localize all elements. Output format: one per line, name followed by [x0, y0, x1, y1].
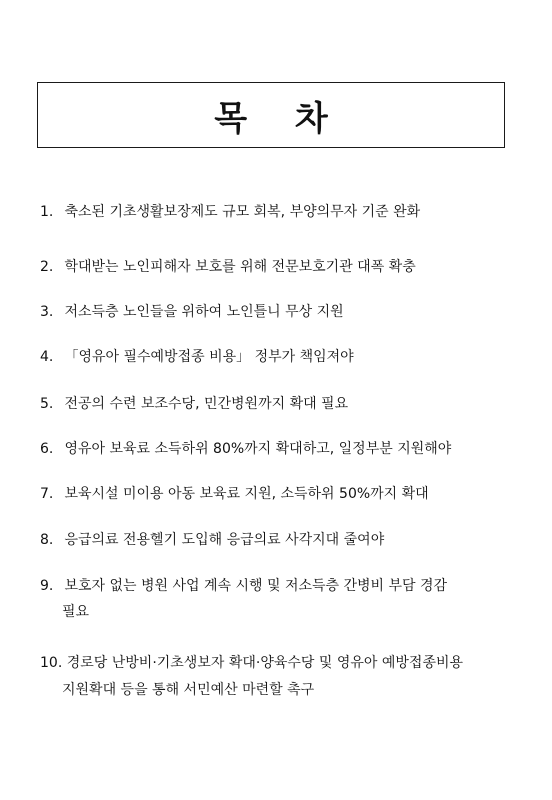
toc-item-text: 경로당 난방비·기초생보자 확대·양육수당 및 영유아 예방접종비용: [66, 655, 464, 671]
toc-item-number: 5.: [40, 396, 54, 412]
toc-item-number: 9.: [40, 578, 54, 594]
toc-item-number: 8.: [40, 532, 54, 548]
toc-item-10-continuation: 지원확대 등을 통해 서민예산 마련할 촉구: [62, 682, 315, 698]
toc-item-text: 보호자 없는 병원 사업 계속 시행 및 저소득층 간병비 부담 경감: [64, 578, 448, 594]
toc-item-text: 저소득층 노인들을 위하여 노인틀니 무상 지원: [64, 304, 344, 320]
toc-item-9: [40, 572, 520, 600]
toc-item-number: 10.: [40, 655, 63, 671]
toc-item-1: [40, 198, 520, 226]
toc-item-2: [40, 253, 520, 281]
toc-item-number: 3.: [40, 304, 54, 320]
toc-item-number: 1.: [40, 204, 54, 220]
toc-item-8: [40, 526, 520, 554]
toc-item-number: 2.: [40, 259, 54, 275]
toc-item-text: 보육시설 미이용 아동 보육료 지원, 소득하위 50%까지 확대: [64, 486, 429, 502]
toc-item-number: 4.: [40, 349, 54, 365]
page-title: 목 차: [214, 98, 346, 139]
toc-item-6: [40, 435, 520, 463]
title-box: [37, 82, 505, 148]
toc-item-4: [40, 343, 520, 371]
toc-item-text: 학대받는 노인피해자 보호를 위해 전문보호기관 대폭 확충: [64, 259, 416, 275]
toc-item-number: 7.: [40, 486, 54, 502]
toc-item-3: [40, 298, 520, 326]
toc-item-9-continuation: 필요: [62, 604, 90, 620]
toc-item-10: [40, 649, 520, 677]
toc-item-text: 전공의 수련 보조수당, 민간병원까지 확대 필요: [64, 396, 349, 412]
toc-item-text: 응급의료 전용헬기 도입해 응급의료 사각지대 줄여야: [64, 532, 385, 548]
toc-item-number: 6.: [40, 441, 54, 457]
toc-item-7: [40, 480, 520, 508]
toc-item-5: [40, 390, 520, 418]
toc-item-text: 「영유아 필수예방접종 비용」 정부가 책임져야: [64, 349, 354, 365]
toc-item-text: 축소된 기초생활보장제도 규모 회복, 부양의무자 기준 완화: [64, 204, 421, 220]
toc-item-text: 영유아 보육료 소득하위 80%까지 확대하고, 일정부분 지원해야: [64, 441, 452, 457]
